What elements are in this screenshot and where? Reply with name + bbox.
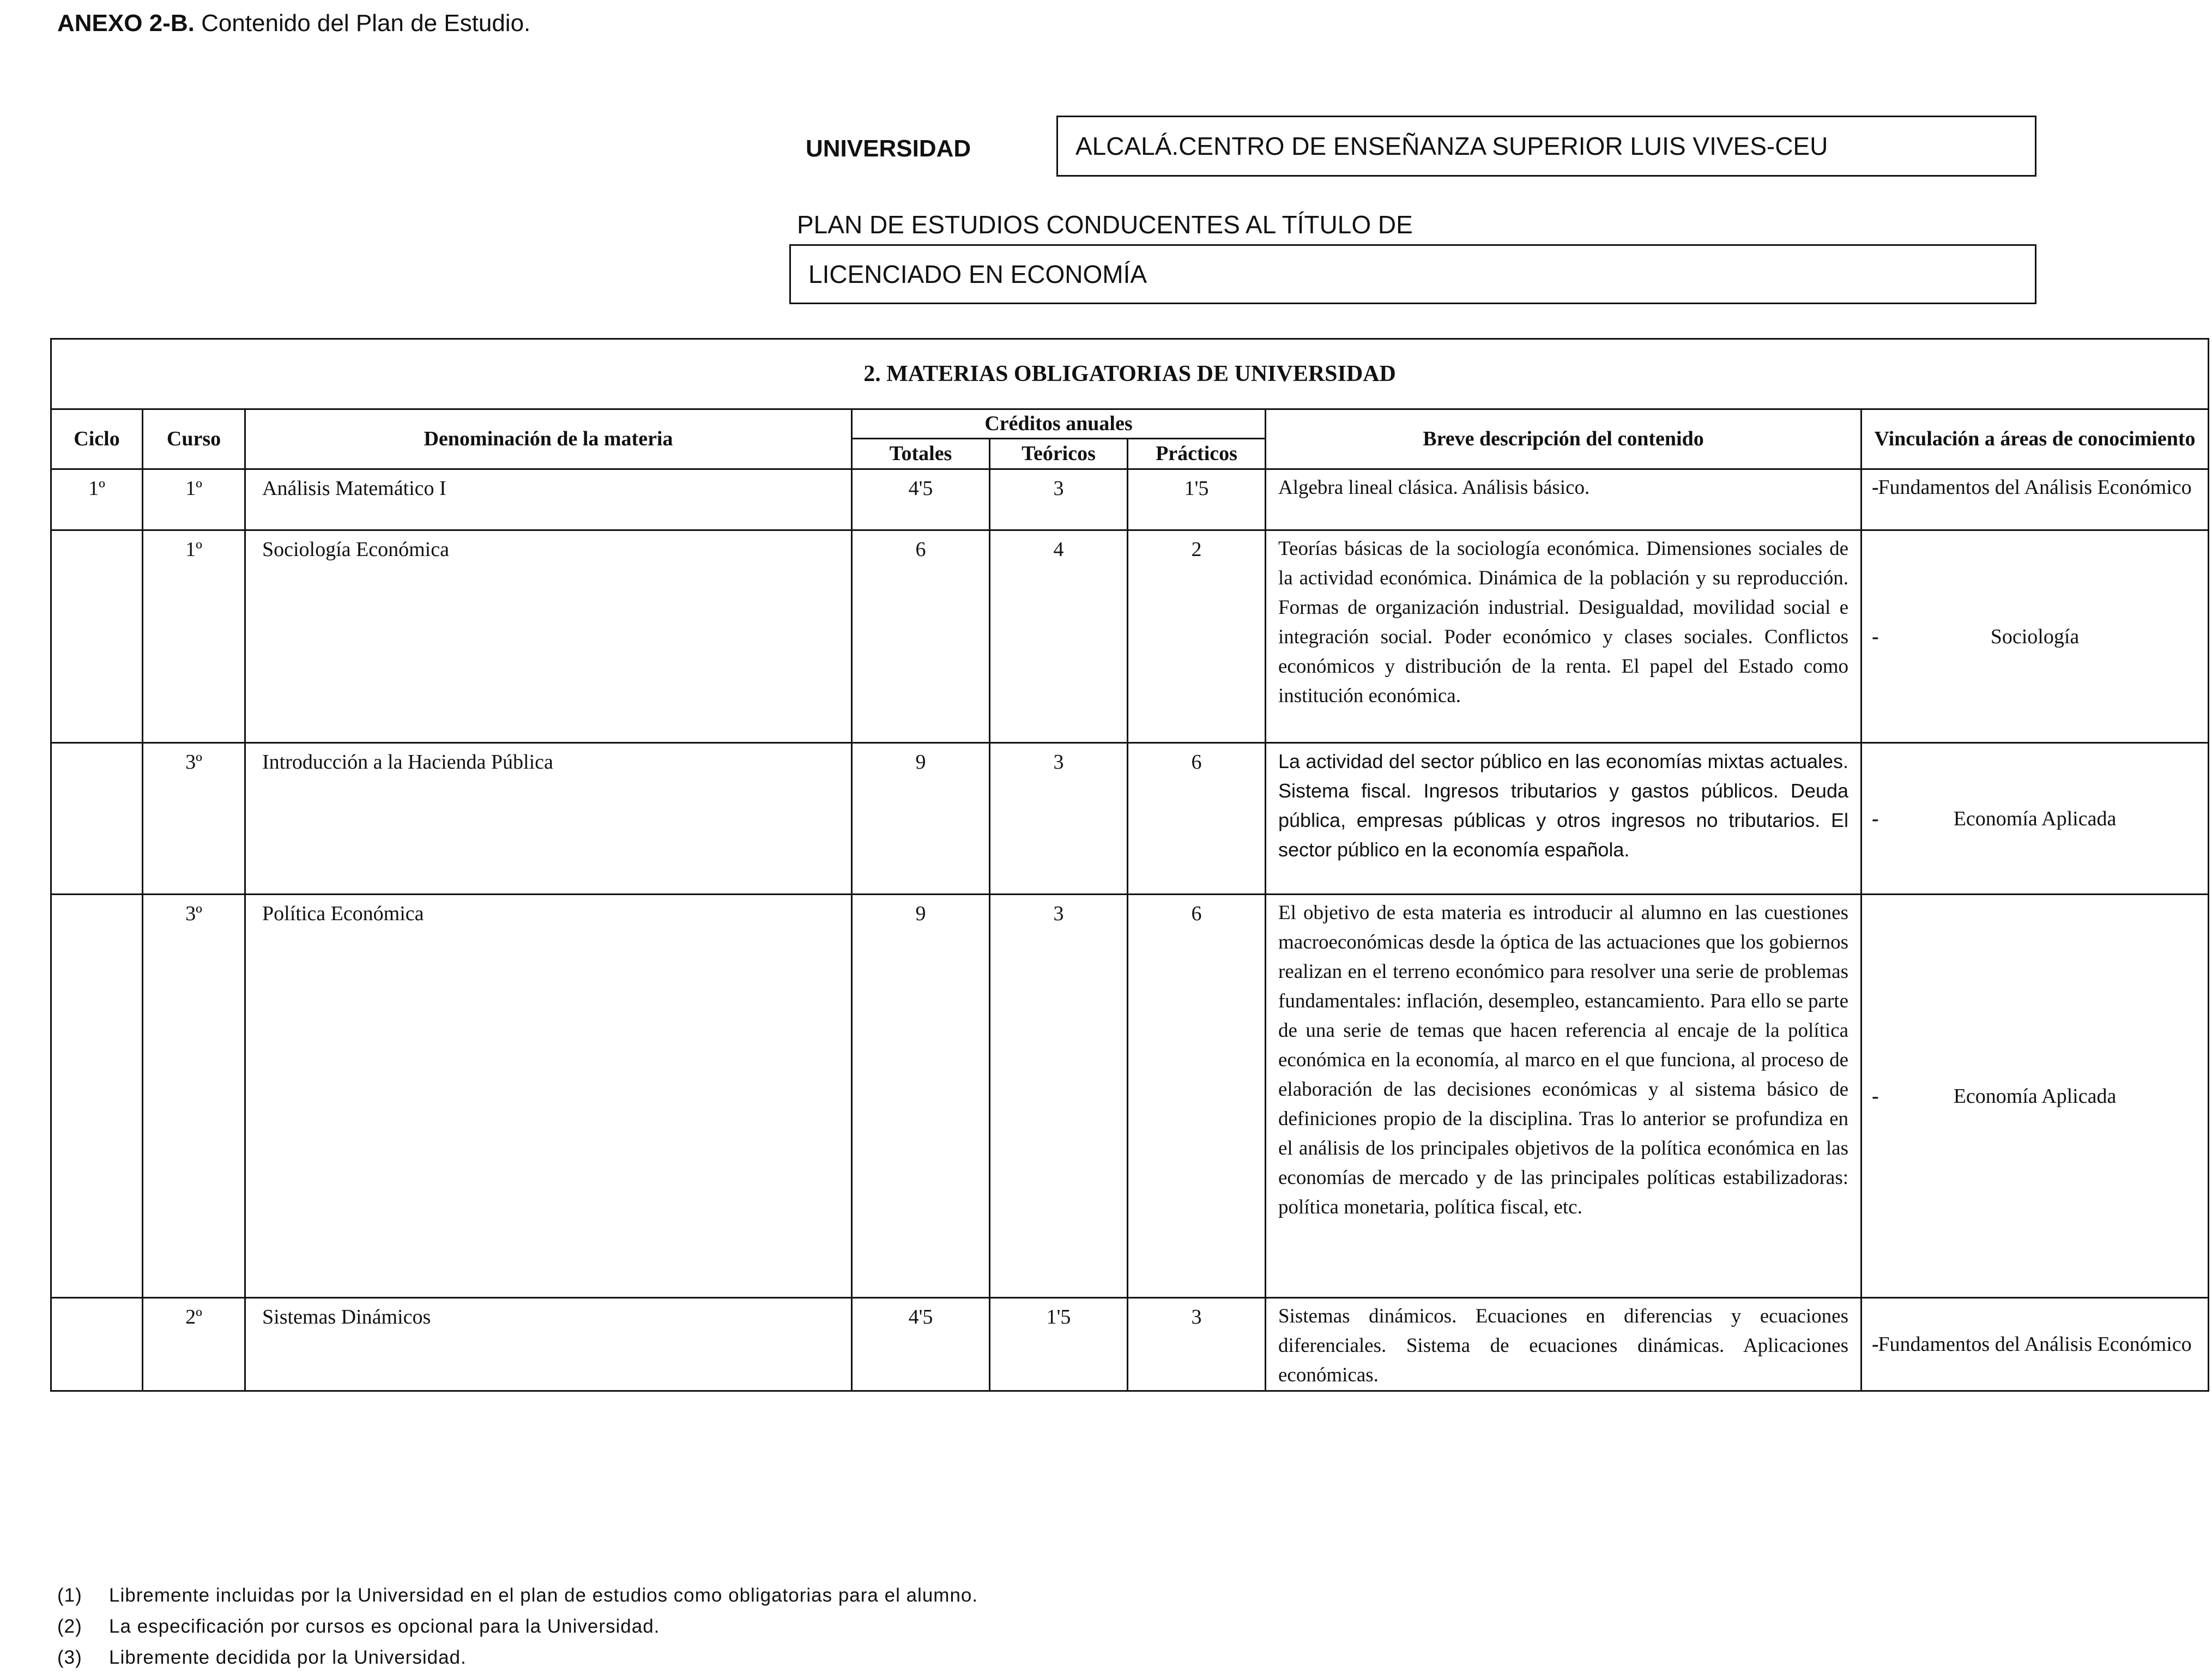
university-label: UNIVERSIDAD xyxy=(806,135,971,162)
annex-title: Contenido del Plan de Estudio. xyxy=(201,10,531,37)
annex-heading xyxy=(57,10,530,37)
cell-practicos: 6 xyxy=(1128,895,1266,1298)
footnote xyxy=(57,1642,978,1673)
cell-materia: Introducción a la Hacienda Pública xyxy=(245,743,852,895)
cell-ciclo xyxy=(51,743,143,895)
cell-teoricos: 1'5 xyxy=(990,1298,1128,1391)
cell-practicos: 2 xyxy=(1128,530,1266,743)
cell-ciclo xyxy=(51,530,143,743)
table-row xyxy=(51,895,2209,1298)
footnote-text: Libremente incluidas por la Universidad en el plan de estudios como obligatorias para el alumno. xyxy=(109,1585,978,1606)
cell-ciclo xyxy=(51,895,143,1298)
cell-materia: Política Económica xyxy=(245,895,852,1298)
cell-teoricos: 3 xyxy=(990,743,1128,895)
table-row xyxy=(51,469,2209,530)
table-caption: 2. MATERIAS OBLIGATORIAS DE UNIVERSIDAD xyxy=(51,339,2209,409)
footnote-text: La especificación por cursos es opcional para la Universidad. xyxy=(109,1616,660,1637)
area-label: Economía Aplicada xyxy=(1953,1084,2117,1108)
cell-teoricos: 4 xyxy=(990,530,1128,743)
cell-materia: Análisis Matemático I xyxy=(245,469,852,530)
university-value: ALCALÁ.CENTRO DE ENSEÑANZA SUPERIOR LUIS VIVES-CEU xyxy=(1075,132,1828,160)
cell-materia: Sociología Económica xyxy=(245,530,852,743)
area-label: Fundamentos del Análisis Económico xyxy=(1878,1333,2192,1356)
header-ciclo: Ciclo xyxy=(51,409,143,469)
cell-practicos: 1'5 xyxy=(1128,469,1266,530)
footnote-number: (2) xyxy=(57,1616,82,1637)
footnotes xyxy=(57,1580,978,1673)
cell-curso: 1º xyxy=(143,530,245,743)
footnote-number: (1) xyxy=(57,1585,82,1606)
area-label: Sociología xyxy=(1990,625,2080,648)
header-descripcion: Breve descripción del contenido xyxy=(1266,409,1862,469)
cell-totales: 9 xyxy=(852,895,990,1298)
cell-area: - Fundamentos del Análisis Económico xyxy=(1862,469,2209,530)
footnote xyxy=(57,1611,978,1642)
cell-teoricos: 3 xyxy=(990,469,1128,530)
table-row xyxy=(51,743,2209,895)
cell-descripcion: Sistemas dinámicos. Ecuaciones en diferencias y ecuaciones diferenciales. Sistema de ecuaciones dinámicas. Aplicaciones económicas. xyxy=(1266,1298,1862,1391)
table-row xyxy=(51,1298,2209,1391)
header-creditos: Créditos anuales xyxy=(852,409,1266,439)
footnote xyxy=(57,1580,978,1611)
cell-totales: 4'5 xyxy=(852,1298,990,1391)
header-practicos: Prácticos xyxy=(1128,439,1266,469)
cell-curso: 3º xyxy=(143,743,245,895)
cell-descripcion: El objetivo de esta materia es introducir al alumno en las cuestiones macroeconómicas desde la óptica de las actuaciones que los gobiernos realizan en el terreno económico para resolver una serie de problemas fundamentales: inflación, desempleo, estancamiento. Para ello se parte de una serie de temas que hacen referencia al encaje de la política económica en la economía, al marco en el que funciona, al proceso de elaboración de las decisiones económicas y al sistema básico de definiciones propio de la disciplina. Tras lo anterior se profundiza en el análisis de los principales objetivos de la política económica en las economías de mercado y de las principales políticas estabilizadoras: política monetaria, política fiscal, etc. xyxy=(1266,895,1862,1298)
cell-curso: 2º xyxy=(143,1298,245,1391)
header-materia: Denominación de la materia xyxy=(245,409,852,469)
cell-descripcion: Teorías básicas de la sociología económica. Dimensiones sociales de la actividad económica. Dinámica de la población y su reproducción. Formas de organización industrial. Desigualdad, movilidad social e integración social. Poder económico y clases sociales. Conflictos económicos y distribución de la renta. El papel del Estado como institución económica. xyxy=(1266,530,1862,743)
degree-value: LICENCIADO EN ECONOMÍA xyxy=(808,260,1147,288)
cell-ciclo: 1º xyxy=(51,469,143,530)
cell-area: - Economía Aplicada xyxy=(1862,895,2209,1298)
cell-practicos: 3 xyxy=(1128,1298,1266,1391)
footnote-number: (3) xyxy=(57,1647,82,1668)
cell-practicos: 6 xyxy=(1128,743,1266,895)
cell-curso: 1º xyxy=(143,469,245,530)
cell-area: - Fundamentos del Análisis Económico xyxy=(1862,1298,2209,1391)
cell-area: - Economía Aplicada xyxy=(1862,743,2209,895)
cell-ciclo xyxy=(51,1298,143,1391)
header-vinculacion: Vinculación a áreas de conocimiento xyxy=(1862,409,2209,469)
cell-area: - Sociología xyxy=(1862,530,2209,743)
area-label: Economía Aplicada xyxy=(1953,807,2117,830)
subjects-table xyxy=(50,338,2209,1392)
annex-code: ANEXO 2-B. xyxy=(57,10,195,37)
cell-totales: 4'5 xyxy=(852,469,990,530)
university-field xyxy=(1056,116,2036,177)
footnote-text: Libremente decidida por la Universidad. xyxy=(109,1647,467,1668)
area-label: Fundamentos del Análisis Económico xyxy=(1878,476,2192,499)
degree-field xyxy=(789,244,2036,304)
plan-label: PLAN DE ESTUDIOS CONDUCENTES AL TÍTULO DE xyxy=(797,210,1413,239)
cell-descripcion: Algebra lineal clásica. Análisis básico. xyxy=(1266,469,1862,530)
header-totales: Totales xyxy=(852,439,990,469)
cell-curso: 3º xyxy=(143,895,245,1298)
table-row xyxy=(51,530,2209,743)
header-curso: Curso xyxy=(143,409,245,469)
cell-descripcion: La actividad del sector público en las economías mixtas actuales. Sistema fiscal. Ingresos tributarios y gastos públicos. Deuda pública, empresas públicas y otros ingresos no tributarios. El sector público en la economía española. xyxy=(1266,743,1862,895)
cell-totales: 9 xyxy=(852,743,990,895)
cell-teoricos: 3 xyxy=(990,895,1128,1298)
cell-materia: Sistemas Dinámicos xyxy=(245,1298,852,1391)
cell-totales: 6 xyxy=(852,530,990,743)
header-teoricos: Teóricos xyxy=(990,439,1128,469)
